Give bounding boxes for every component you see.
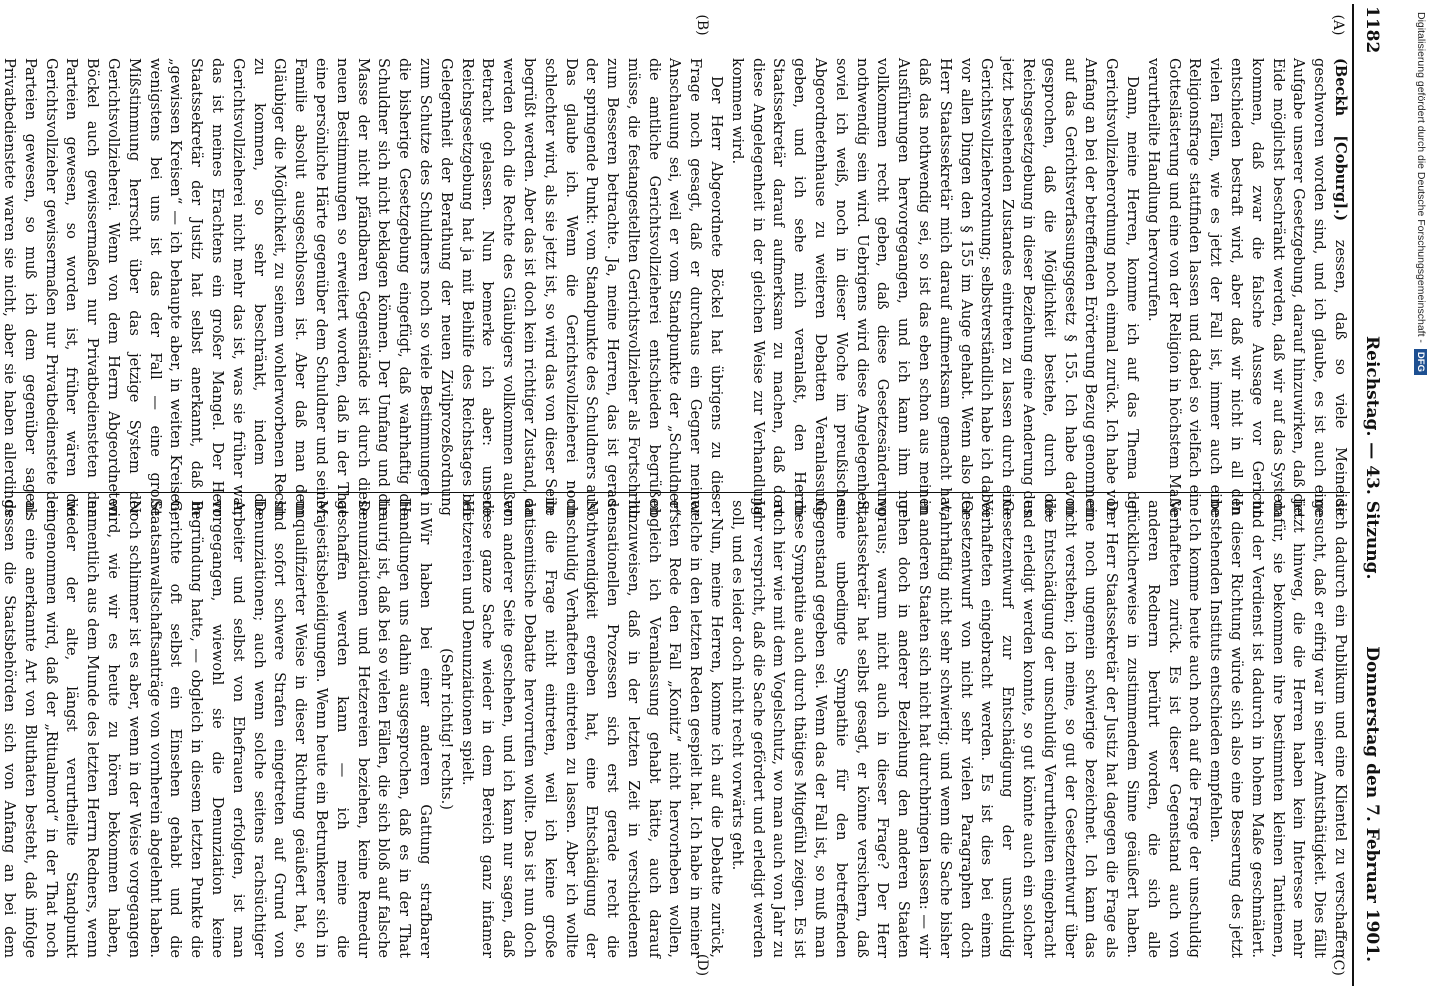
column-divider [4,492,1350,493]
left-opening-text: zessen, daß so viele Meineide geschworen worden sind, und ich glaube, es ist auch eine Aufgabe unserer Gesetzgebung, darauf hinzuwirken, daß die Eide möglichst beschränkt werden, daß wir auf das System kommen, daß zwar die falsche Aussage vor Gericht entschieden bestraft wird, aber daß wir nicht in all den vielen Fällen, wie es jetzt der Fall ist, immer auch eine Religionsfrage stattfinden lassen und dabei so vielfach eine Gotteslästerung und eine von der Religion in höchstem Maße verurtheilte Handlung hervorrufen. [1144,58,1349,516]
left-opening-paragraph [1142,58,1350,516]
session-title: Reichstag. — 43. Sitzung. [1362,336,1382,580]
right-opening-paragraph: sich dadurch ein Publikum und eine Klientel zu verschaffen gesucht, daß er eifrig war in seiner Amtsthätigkeit. Dies fällt jetzt hinweg, die die Herren haben kein Interesse mehr dafür, sie bekommen ihre bestimmten kleinen Tantiemen, und der Verdienst ist dadurch in hohem Maße geschmälert. In dieser Richtung würde sich also eine Besserung des jetzt bestehenden Instituts entschieden empfehlen. [1207,500,1349,958]
right-paragraph-3: Wir haben bei einer anderen Gattung strafbarer Handlungen uns dahin ausgesprochen, daß es in der That traurig ist, daß bei so vielen Fällen, die sich bloß auf falsche Denunziationen und Hetzereien beziehen, keine Remedur geschaffen werden kann — ich meine die Majestätsbeleidigungen. Wenn heute ein Betrunkener sich in unqualifizierter Weise in dieser Richtung geäußert hat, so sind sofort schwere Strafen eingetreten auf Grund von Denunziationen; auch wenn solche seitens rachsüchtiger Arbeiter und selbst von Ehefrauen erfolgten, ist man vorgegangen, wiewohl sie die Denunziation keine Begründung hatte, — obgleich in diesem letzten Punkte die Gerichte oft selbst ein Einsehen gehabt und die Staatsanwaltschaftsanträge von vornherein abgelehnt haben. Noch schlimmer ist es aber, wenn in der Weise vorgegangen wird, wie wir es heute zu hören bekommen haben, namentlich aus dem Munde des letzten Herrn Redners, wenn wieder der alte, längst verurtheilte Standpunkt eingenommen wird, daß der „Ritualmord“ in der That noch als eine anerkannte Art von Bluthaten besteht, daß infolge dessen die Staatsbehörden sich von Anfang an bei dem [1,500,434,958]
left-paragraph-2: Der Herr Abgeordnete Böckel hat übrigens zu dieser Frage noch gesagt, daß er durchaus ein Gegner meiner Anschauung sei, weil er vom Standpunkte der „Schuldner“ die amtliche Gerichtsvollzieherei entschieden begrüßen müsse, die festangestellten Gerichtsvollzieher als Fortschritt zum Besseren betrachte. Ja, meine Herren, das ist gerade der springende Punkt: vom Standpunkte des Schuldners aus! Das glaube ich. Wenn die Gerichtsvollzieherei noch schlechter wird, als sie jetzt ist, so wird das von dieser Seite begrüßt werden. Aber das ist doch kein richtiger Zustand, da werden doch die Rechte des Gläubigers vollkommen außer Betracht gelassen. Nun bemerke ich aber: unsere Reichsgesetzgebung hat ja mit Beihilfe des Reichstages bei Gelegenheit der Berathung der neuen Zivilprozeßordnung zum Schutze des Schuldners noch so viele Bestimmungen in die bisherige Gesetzgebung eingefügt, daß wahrhaftig die Schuldner sich nicht beklagen können. Der Umfang und die Masse der nicht pfändbaren Gegenstände ist durch diese neuen Bestimmungen so erweitert worden, daß in der That eine persönliche Härte gegenüber dem Schuldner und seiner Familie absolut ausgeschlossen ist. Aber daß man dem Gläubiger die Möglichkeit, zu seinem wohlerworbenen Recht zu kommen, so sehr beschränkt, indem die Gerichtsvollzieherei nicht mehr das ist, was sie früher war, das ist meines Erachtens ein großer Mangel. Der Herr Staatssekretär der Justiz hat selbst anerkannt, daß in „gewissen Kreisen“ — ich behaupte aber, in weiten Kreisen, wenigstens bei uns ist das der Fall — eine große Mißstimmung herrscht über das jetzige System der Gerichtsvollzieherei. Wenn von dem Herrn Abgeordneten Böckel auch gewissermaßen nur Privatbediensteten der Parteien gewesen, so worden ist, früher wären die Gerichtsvollzieher gewissermaßen nur Privatbedienstete der Parteien gewesen, so muß ich dem gegenüber sagen: Privatbedienstete waren sie nicht, aber sie haben allerdings [1,58,726,516]
margin-marker-b: (B) [694,14,710,36]
header-rule [1352,4,1354,986]
applause-note: (Sehr richtig! rechts.) [437,648,455,810]
right-paragraph-1: Ich komme heute auch noch auf die Frage der unschuldig Verhafteten zurück. Es ist dieser Gegenstand auch von anderen Rednern berührt worden, die sich alle glücklicherweise in zustimmendem Sinne geäußert haben. Der Herr Staatssekretär der Justiz hat dagegen die Frage als eine noch ungemein schwierige bezeichnet. Ich kann das nicht verstehen; ich meine, so gut der Gesetzentwurf über die Entschädigung der unschuldig Verurtheilten eingebracht und erledigt werden konnte, so gut könnte auch ein solcher Gesetzentwurf zur Entschädigung der unschuldig Verhafteten eingebracht werden. Es ist dies bei einem Gesetzentwurf von nicht sehr vielen Paragraphen doch wahrhaftig nicht sehr schwierig; und wenn die Sache bisher in anderen Staaten sich nicht hat durchbringen lassen: — wir gehen doch in anderer Beziehung den anderen Staaten voraus; warum nicht auch in dieser Frage? Der Herr Staatssekretär hat selbst gesagt, er könne versichern, daß seine unbedingte Sympathie für den betreffenden Gegenstand gegeben sei. Wenn das der Fall ist, so muß man diese Sympathie auch durch thätiges Mitgefühl zeigen. Es ist auch hier wie mit dem Vogelschutz, wo man auch von Jahr zu Jahr verspricht, daß die Sache gefördert und erledigt werden soll, und es leider doch nicht recht vorwärts geht. [728,500,1204,958]
dfg-logo: DFG [1414,349,1427,375]
right-column [1,500,1350,958]
margin-marker-d: (D) [694,953,710,977]
right-paragraph-2: Nun, meine Herren, komme ich auf die Debatte zurück, welche in den letzten Reden gespielt hat. Ich habe in meiner ersten Rede den Fall „Konitz“ nicht hervorheben wollen, obgleich ich Veranlassung gehabt hätte, auch darauf hinzuweisen, daß in der letzten Zeit in verschiedenen sensationellen Prozessen sich erst gerade recht die Nothwendigkeit ergeben hat, eine Entschädigung der unschuldig Verhafteten eintreten zu lassen. Aber ich wollte in die Frage nicht eintreten, weil ich keine große antisemitische Debatte hervorrufen wollte. Das ist nun doch von anderer Seite geschehen, und ich kann nur sagen, daß diese ganze Sache wieder in dem Bereich ganz infamer Hetzereien und Denunziationen spielt. [458,500,726,958]
margin-marker-c: (C) [1330,954,1346,976]
page-number: 1182 [1362,6,1382,54]
digitization-credit [1412,12,1430,978]
session-date: Donnerstag den 7. Februar 1901. [1362,646,1382,962]
margin-marker-a: (A) [1330,14,1346,36]
speaker-tag: (Beckh [Coburg].) [1332,58,1349,222]
credit-text: Digitalisierung gefördert durch die Deutsche Forschungsgemeinschaft - [1415,12,1427,343]
left-column [1,58,1350,516]
left-paragraph-1: Dann, meine Herren, komme ich auf das Thema der Gerichtsvollzieherordnung noch einmal zurück. Ich habe von Anfang an bei der betreffenden Erörterung Bezug genommen auf das Gerichtsverfassungsgesetz § 155. Ich habe davon gesprochen, daß die Möglichkeit bestehe, durch die Reichsgesetzgebung in dieser Beziehung eine Aenderung des jetzt bestehenden Zustandes eintreten zu lassen durch eine Gerichtsvollzieherordnung; selbstverständlich habe ich dabei vor allen Dingen den § 155 im Auge gehabt. Wenn also der Herr Staatssekretär mich darauf aufmerksam gemacht hat, daß das nothwendig sei, so ist das eben schon aus meinen Ausführungen hervorgegangen, und ich kann ihm nur vollkommen recht geben, daß diese Gesetzesänderung nothwendig sein wird. Uebrigens wird diese Angelegenheit, soviel ich weiß, noch in dieser Woche im preußischen Abgeordnetenhause zu weiteren Debatten Veranlassung geben, und ich sehe mich veranlaßt, den Herrn Staatssekretär darauf aufmerksam zu machen, daß dort diese Angelegenheit in der gleichen Weise zur Verhandlung kommen wird. [728,58,1142,516]
running-head [1356,6,1382,982]
